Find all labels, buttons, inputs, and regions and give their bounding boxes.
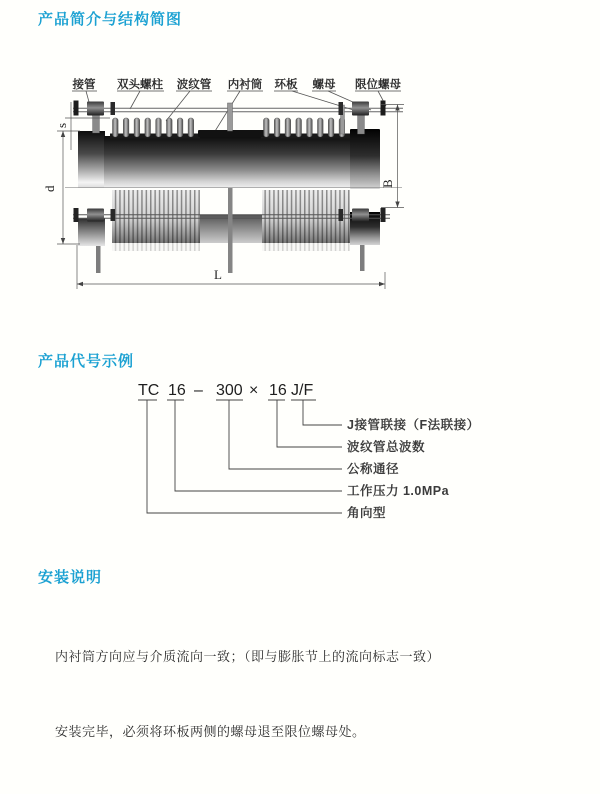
bellows-label: 波纹管 xyxy=(176,79,212,91)
ring-plate-label: 环板 xyxy=(274,79,298,91)
connector-pipe xyxy=(78,131,105,188)
code-string xyxy=(138,382,313,399)
code-segment-type: TC xyxy=(138,382,160,399)
code-times-sign: × xyxy=(249,382,259,399)
callout-diameter: 公称通径 xyxy=(347,462,400,476)
dim-s-label: s xyxy=(54,122,69,128)
section-title-code: 产品代号示例 xyxy=(38,353,135,370)
install-line-2: 安装完毕，必须将环板两侧的螺母退至限位螺母处。 xyxy=(55,724,366,739)
nut-label: 螺母 xyxy=(312,79,336,91)
code-segment-diameter: 300 xyxy=(216,382,243,399)
expansion-joint-diagram xyxy=(40,60,480,300)
code-segment-wave-count: 16 xyxy=(269,382,287,399)
limit-nut-label: 限位螺母 xyxy=(355,79,401,91)
joint-body xyxy=(78,103,380,189)
dim-d-label: d xyxy=(42,185,57,192)
install-line-1: 内衬筒方向应与介质流向一致；（即与膨胀节上的流向标志一致） xyxy=(55,649,441,664)
stud-label: 双头螺柱 xyxy=(117,79,163,91)
code-segment-connection: J/F xyxy=(291,382,314,399)
callout-type: 角向型 xyxy=(347,506,387,520)
flange xyxy=(350,129,380,189)
liner-label: 内衬筒 xyxy=(227,79,263,91)
section-title-install: 安装说明 xyxy=(38,569,103,586)
lower-half xyxy=(73,188,390,273)
code-callouts xyxy=(347,417,480,520)
connector-pipe-label: 接管 xyxy=(72,79,96,91)
section-title-intro: 产品简介与结构简图 xyxy=(38,11,183,28)
code-dash: – xyxy=(194,382,203,399)
shell xyxy=(104,136,350,188)
code-breakdown-figure xyxy=(130,378,490,528)
code-connector-lines xyxy=(138,400,342,513)
callout-wave-count: 波纹管总波数 xyxy=(347,440,426,454)
ring-plate-center xyxy=(228,103,233,131)
callout-connection: J接管联接（F法联接） xyxy=(347,418,480,432)
dim-l-label: L xyxy=(214,267,222,282)
dim-b-label: B xyxy=(380,179,395,188)
part-labels xyxy=(72,77,402,136)
code-segment-pressure: 16 xyxy=(168,382,186,399)
callout-pressure: 工作压力 1.0MPa xyxy=(347,484,450,498)
install-instructions xyxy=(55,594,440,794)
